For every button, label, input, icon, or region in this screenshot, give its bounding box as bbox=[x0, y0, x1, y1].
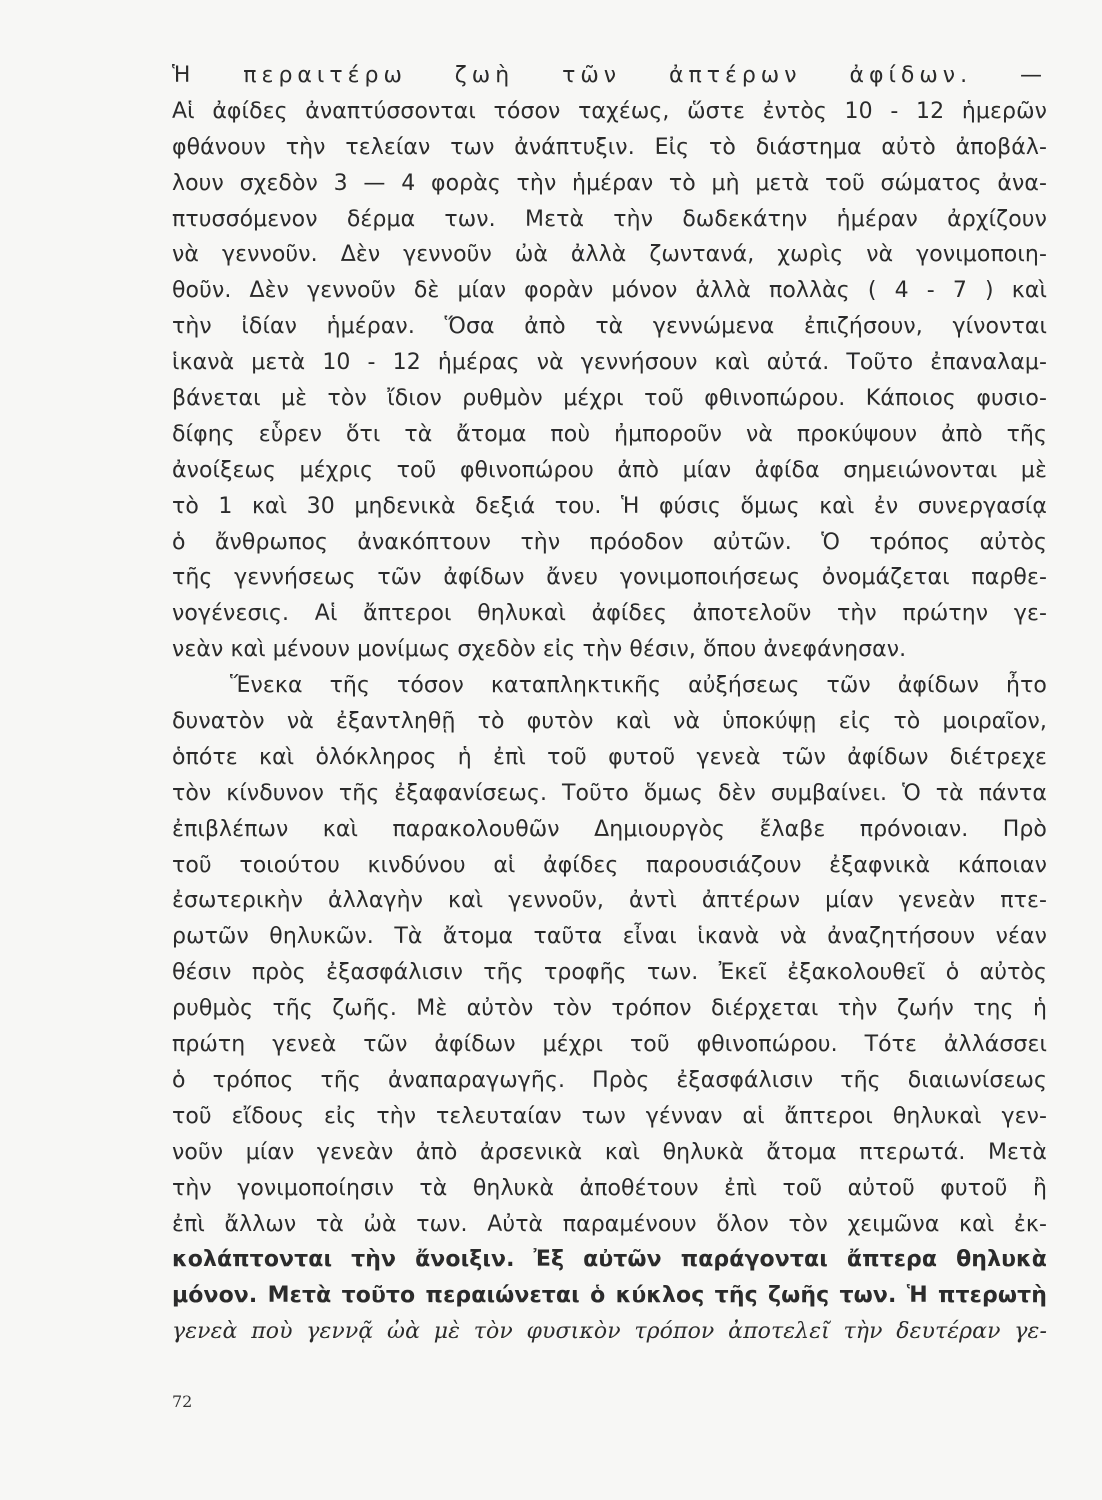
text-line: βάνεται μὲ τὸν ἴδιον ρυθμὸν μέχρι τοῦ φθινοπώρου. Κάποιος φυσιο- bbox=[172, 386, 1047, 412]
text-line: Αἱ ἀφίδες ἀναπτύσσονται τόσον ταχέως, ὥστε ἐντὸς 10 - 12 ἡμερῶν bbox=[172, 98, 1047, 124]
italic-text-line: γενεὰ ποὺ γεννᾷ ὠὰ μὲ τὸν φυσικὸν τρόπον ἀποτελεῖ τὴν δευτέραν γε- bbox=[172, 1319, 1047, 1345]
text-line: ὁ τρόπος τῆς ἀναπαραγωγῆς. Πρὸς ἐξασφάλισιν τῆς διαιωνίσεως bbox=[172, 1067, 1047, 1093]
text-line: ὁπότε καὶ ὁλόκληρος ἡ ἐπὶ τοῦ φυτοῦ γενεὰ τῶν ἀφίδων διέτρεχε bbox=[172, 744, 1047, 770]
text-line: τὸ 1 καὶ 30 μηδενικὰ δεξιά του. Ἡ φύσις ὅμως καὶ ἐν συνεργασίᾳ bbox=[172, 493, 1047, 519]
text-line: πτυσσόμενον δέρμα των. Μετὰ τὴν δωδεκάτην ἡμέραν ἀρχίζουν bbox=[172, 206, 1047, 232]
text-line: φθάνουν τὴν τελείαν των ἀνάπτυξιν. Εἰς τὸ διάστημα αὐτὸ ἀποβάλ- bbox=[172, 134, 1047, 160]
text-line: μόνον. Μετὰ τοῦτο περαιώνεται ὁ κύκλος τῆς ζωῆς των. Ἡ πτερωτὴ bbox=[172, 1283, 1047, 1309]
body-text bbox=[172, 58, 1047, 1350]
text-line: νοῦν μίαν γενεὰν ἀπὸ ἀρσενικὰ καὶ θηλυκὰ ἄτομα πτερωτά. Μετὰ bbox=[172, 1139, 1047, 1165]
text-line: ὁ ἄνθρωπος ἀνακόπτουν τὴν πρόοδον αὐτῶν. Ὁ τρόπος αὐτὸς bbox=[172, 529, 1047, 555]
text-line: τὴν ἰδίαν ἡμέραν. Ὅσα ἀπὸ τὰ γεννώμενα ἐπιζήσουν, γίνονται bbox=[172, 314, 1047, 340]
text-line: νεὰν καὶ μένουν μονίμως σχεδὸν εἰς τὴν θέσιν, ὅπου ἀνεφάνησαν. bbox=[172, 637, 907, 663]
text-line: ἐσωτερικὴν ἀλλαγὴν καὶ γεννοῦν, ἀντὶ ἀπτέρων μίαν γενεὰν πτε- bbox=[172, 888, 1047, 914]
text-line: τοῦ τοιούτου κινδύνου αἱ ἀφίδες παρουσιάζουν ἐξαφνικὰ κάποιαν bbox=[172, 852, 1047, 878]
text-line: κολάπτονται τὴν ἄνοιξιν. Ἐξ αὐτῶν παράγονται ἄπτερα θηλυκὰ bbox=[172, 1247, 1047, 1273]
text-line: νογένεσις. Αἱ ἄπτεροι θηλυκαὶ ἀφίδες ἀποτελοῦν τὴν πρώτην γε- bbox=[172, 601, 1047, 627]
text-line: τὴν γονιμοποίησιν τὰ θηλυκὰ ἀποθέτουν ἐπὶ τοῦ αὐτοῦ φυτοῦ ἢ bbox=[172, 1175, 1047, 1201]
text-line: ἐπὶ ἄλλων τὰ ὠὰ των. Αὐτὰ παραμένουν ὅλον τὸν χειμῶνα καὶ ἐκ- bbox=[172, 1211, 1047, 1237]
page-number: 72 bbox=[172, 1392, 193, 1411]
paragraph-start-line: Ἕνεκα τῆς τόσον καταπληκτικῆς αὐξήσεως τῶν ἀφίδων ἦτο bbox=[230, 673, 1047, 699]
text-line: δυνατὸν νὰ ἐξαντληθῇ τὸ φυτὸν καὶ νὰ ὑποκύψῃ εἰς τὸ μοιραῖον, bbox=[172, 709, 1047, 735]
text-line: νὰ γεννοῦν. Δὲν γεννοῦν ὠὰ ἀλλὰ ζωντανά, χωρὶς νὰ γονιμοποιη- bbox=[172, 242, 1047, 268]
section-heading-line: Ἡ περαιτέρω ζωὴ τῶν ἀπτέρων ἀφίδων. — bbox=[172, 63, 1047, 88]
text-line: ρυθμὸς τῆς ζωῆς. Μὲ αὐτὸν τὸν τρόπον διέρχεται τὴν ζωήν της ἡ bbox=[172, 996, 1047, 1022]
text-line: λουν σχεδὸν 3 — 4 φορὰς τὴν ἡμέραν τὸ μὴ μετὰ τοῦ σώματος ἀνα- bbox=[172, 170, 1047, 196]
text-line: θέσιν πρὸς ἐξασφάλισιν τῆς τροφῆς των. Ἐκεῖ ἐξακολουθεῖ ὁ αὐτὸς bbox=[172, 960, 1047, 986]
text-line: τῆς γεννήσεως τῶν ἀφίδων ἄνευ γονιμοποιήσεως ὀνομάζεται παρθε- bbox=[172, 565, 1047, 591]
text-line: ἱκανὰ μετὰ 10 - 12 ἡμέρας νὰ γεννήσουν καὶ αὐτά. Τοῦτο ἐπαναλαμ- bbox=[172, 350, 1047, 376]
text-line: ἀνοίξεως μέχρις τοῦ φθινοπώρου ἀπὸ μίαν ἀφίδα σημειώνονται μὲ bbox=[172, 457, 1047, 483]
text-line: πρώτη γενεὰ τῶν ἀφίδων μέχρι τοῦ φθινοπώρου. Τότε ἀλλάσσει bbox=[172, 1032, 1047, 1058]
text-line: τοῦ εἴδους εἰς τὴν τελευταίαν των γένναν αἱ ἄπτεροι θηλυκαὶ γεν- bbox=[172, 1103, 1047, 1129]
text-line: ἐπιβλέπων καὶ παρακολουθῶν Δημιουργὸς ἔλαβε πρόνοιαν. Πρὸ bbox=[172, 816, 1047, 842]
text-line: ρωτῶν θηλυκῶν. Τὰ ἄτομα ταῦτα εἶναι ἱκανὰ νὰ ἀναζητήσουν νέαν bbox=[172, 924, 1047, 950]
text-line: δίφης εὗρεν ὅτι τὰ ἄτομα ποὺ ἠμποροῦν νὰ προκύψουν ἀπὸ τῆς bbox=[172, 421, 1047, 447]
text-line: θοῦν. Δὲν γεννοῦν δὲ μίαν φορὰν μόνον ἀλλὰ πολλὰς ( 4 - 7 ) καὶ bbox=[172, 278, 1047, 304]
text-line: τὸν κίνδυνον τῆς ἐξαφανίσεως. Τοῦτο ὅμως δὲν συμβαίνει. Ὁ τὰ πάντα bbox=[172, 780, 1047, 806]
